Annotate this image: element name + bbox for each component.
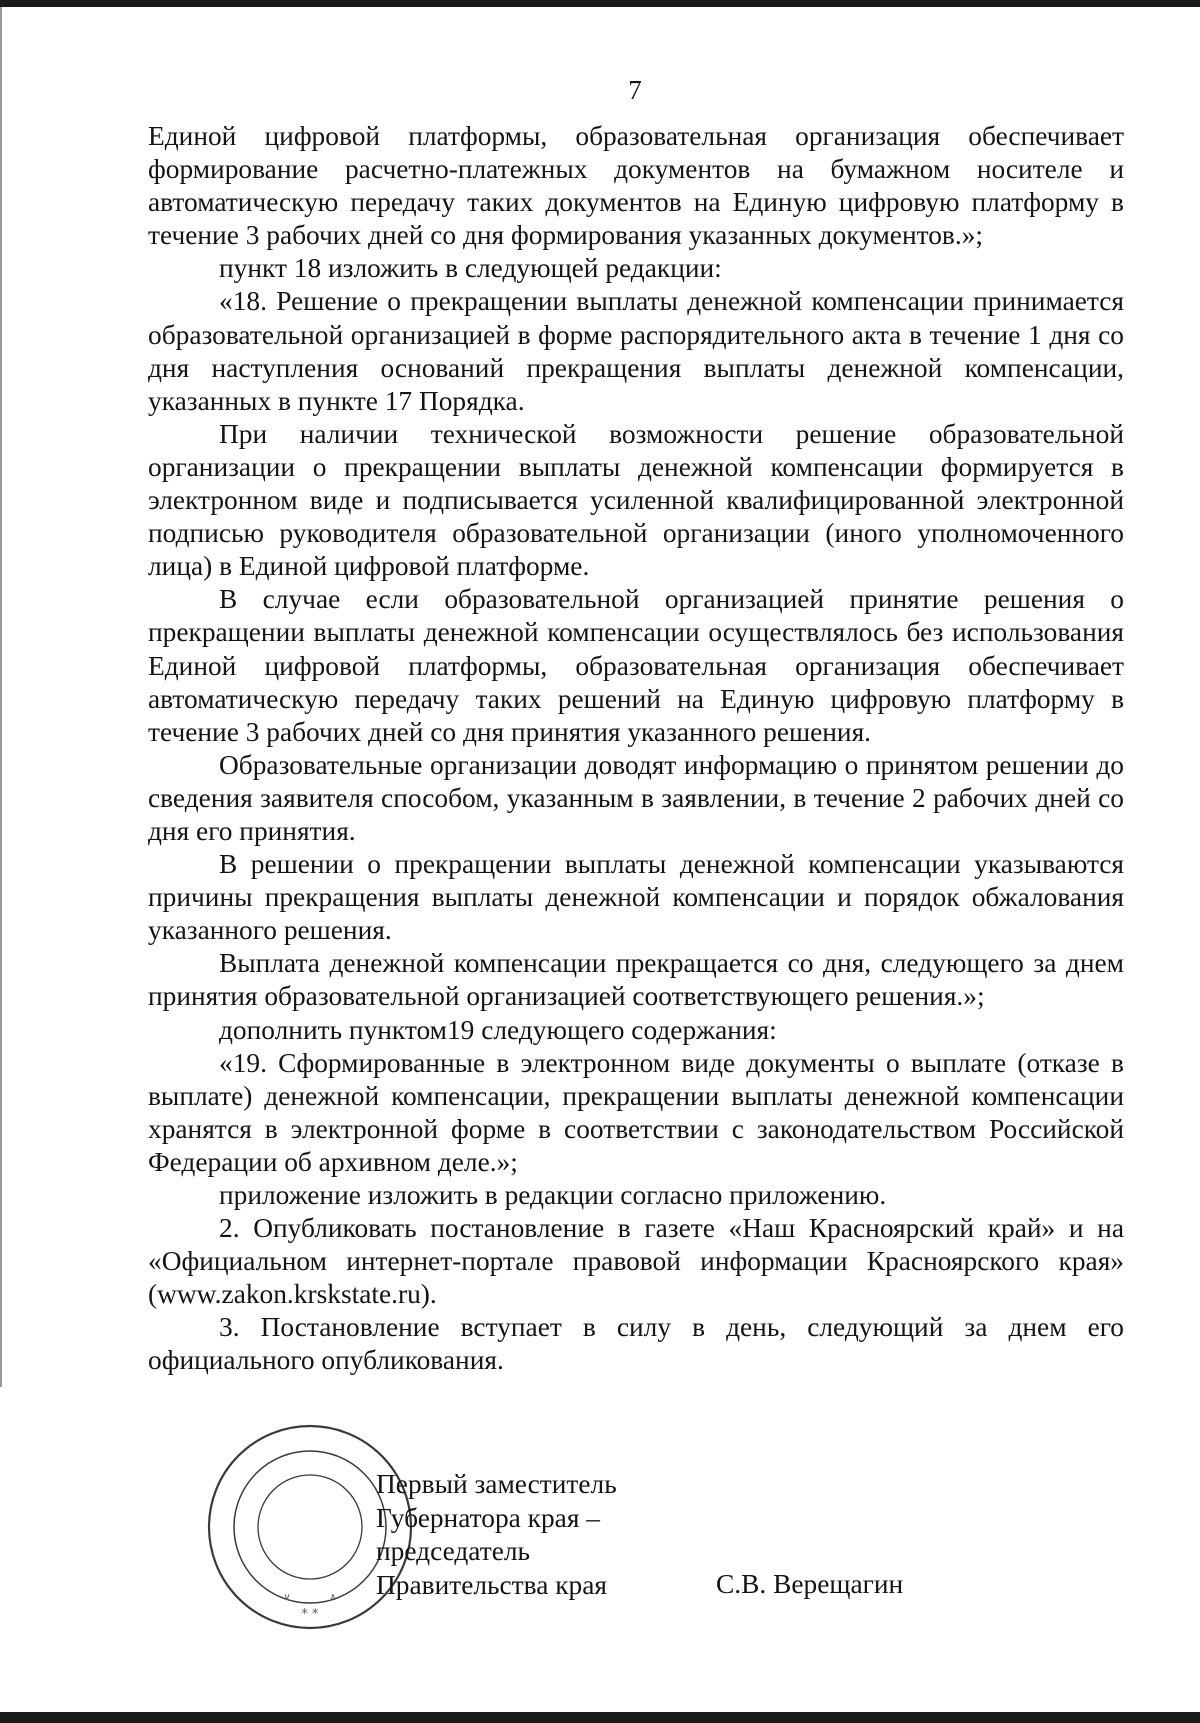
page-number: 7: [628, 75, 642, 105]
paragraph: 3. Постановление вступает в силу в день, следующий за днем его официального опубликования.: [148, 1312, 1124, 1376]
paragraph: В случае если образовательной организацией принятие решения о прекращении выплаты денежной компенсации осуществлялось без использования Единой цифровой платформы, образовательная организация обеспечивает автоматическую передачу таких решений на Единую цифровую платформу в течение 3 рабочих дней со дня принятия указанного решения.: [148, 584, 1124, 747]
scan-bottom-edge: [0, 1712, 1200, 1723]
signatory-position: [376, 1468, 636, 1602]
paragraph: «18. Решение о прекращении выплаты денежной компенсации принимается образовательной организацией в форме распорядительного акта в течение 1 дня со дня наступления оснований прекращения выплаты денежной компенсации, указанных в пункте 17 Порядка.: [148, 286, 1124, 416]
paragraph: пункт 18 изложить в следующей редакции:: [219, 253, 722, 284]
paragraph: приложение изложить в редакции согласно приложению.: [219, 1180, 887, 1210]
signatory-name: С.В. Верещагин: [716, 1569, 904, 1599]
paragraph: Образовательные организации доводят информацию о принятом решении до сведения заявителя способом, указанным в заявлении, в течение 2 рабочих дней со дня его принятия.: [148, 749, 1124, 846]
paragraph: В решении о прекращении выплаты денежной компенсации указываются причины прекращения выплаты денежной компенсации и порядок обжалования указанного решения.: [148, 849, 1124, 946]
paragraph: При наличии технической возможности решение образовательной организации о прекращении выплаты денежной компенсации формируется в электронном виде и подписывается усиленной квалифицированной электронной подписью руководителя образовательной организации (иного уполномоченного лица) в Единой цифровой платформе.: [148, 418, 1124, 582]
position-line: Первый заместитель: [376, 1469, 617, 1499]
scan-left-edge: [0, 7, 2, 1387]
position-line: Правительства края: [376, 1569, 607, 1600]
paragraph: Выплата денежной компенсации прекращается со дня, следующего за днем принятия образовательной организацией соответствующего решения.»;: [148, 948, 1124, 1012]
paragraph: 2. Опубликовать постановление в газете «Наш Красноярский край» и на «Официальном интернет-портале правовой информации Красноярского края» (www.zakon.krskstate.ru).: [148, 1213, 1124, 1310]
svg-text:∨: ∨: [283, 1592, 291, 1603]
document-body: [148, 120, 1124, 1378]
paragraph-continuation: Единой цифровой платформы, образовательная организация обеспечивает формирование расчетно-платежных документов на бумажном носителе и автоматическую передачу таких документов на Единую цифровую платформу в течение 3 рабочих дней со дня формирования указанных документов.»;: [148, 121, 1124, 251]
position-line: Губернатора края –: [376, 1502, 600, 1533]
scan-top-edge: [0, 0, 1200, 7]
paragraph: «19. Сформированные в электронном виде документы о выплате (отказе в выплате) денежной компенсации, прекращении выплаты денежной компенсации хранятся в электронной форме в соответствии с законодательством Российской Федерации об архивном деле.»;: [148, 1047, 1124, 1177]
svg-text:∧: ∧: [329, 1592, 337, 1603]
svg-text:* *: * *: [301, 1607, 319, 1622]
paragraph: дополнить пунктом19 следующего содержания:: [219, 1014, 777, 1045]
position-line: председатель: [376, 1536, 531, 1566]
